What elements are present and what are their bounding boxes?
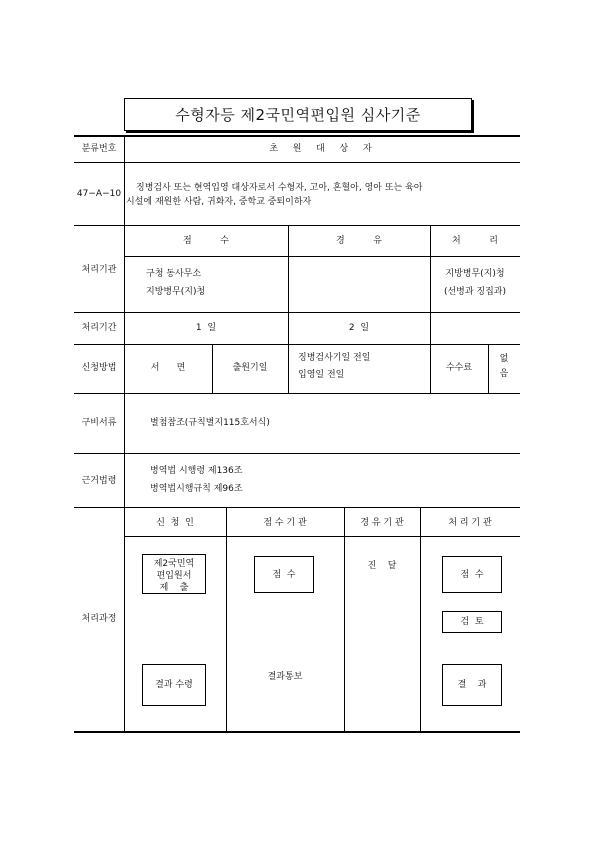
period-receive: 1 일 [195,323,217,333]
fee-value-line2: 음 [499,369,509,379]
target-description-line1: 징병검사 또는 현역입영 대상자로서 수형자, 고아, 혼혈아, 영아 또는 육아 [136,183,423,193]
target-header: 초 원 대 상 자 [269,144,375,154]
process-review-box: 검 토 [442,611,502,633]
flow-col-via: 경 유 기 관 [360,518,404,528]
applicant-result-box: 결과 수령 [142,664,206,706]
via-forward: 진 달 [367,561,397,571]
col-divider [344,507,345,731]
process-result-box: 결 과 [442,664,502,706]
col-divider [226,507,227,731]
row-divider [124,536,520,537]
flow-col-applicant: 신 청 인 [156,518,194,528]
documents-label: 구비서류 [81,418,117,428]
fee-label: 수수료 [445,363,473,373]
deadline-line1: 징병검사기일 전일 [298,353,371,363]
fee-value-line1: 없 [499,354,509,364]
row-divider [74,393,520,394]
row-divider [74,162,520,163]
receive-agency-line1: 구청 동사무소 [146,269,202,279]
row-divider [74,312,520,313]
method-type: 서 면 [150,363,186,373]
receive-box: 점 수 [254,556,314,593]
applicant-submit-line1: 제2국민역 [153,559,195,569]
legal-label: 근거법령 [81,476,117,486]
legal-line1: 병역법 시행령 제136조 [150,466,243,476]
method-label: 신청방법 [81,363,117,373]
receive-notice: 결과통보 [267,672,303,682]
applicant-submit-line3: 제 출 [159,583,189,593]
col-process-header: 처 리 [452,236,498,246]
col-divider [288,344,289,393]
flow-label: 처리과정 [81,614,117,624]
col-via-header: 경 유 [336,236,382,246]
review-criteria-table [74,135,520,733]
receive-agency-line2: 지방병무(지)청 [146,287,206,297]
row-divider [74,507,520,508]
row-divider [74,344,520,345]
applicant-submit-box [142,554,206,594]
process-receive-box: 점 수 [442,556,502,593]
row-divider [74,225,520,226]
legal-line2: 병역법시행규칙 제96조 [150,484,243,494]
applicant-submit-line2: 편입원서 [156,571,192,581]
category-code: 47−A−10 [76,189,122,199]
period-label: 처리기간 [81,323,117,333]
col-divider [124,137,125,731]
flow-col-process: 처 리 기 관 [448,518,492,528]
row-divider [124,256,520,257]
col-divider [420,507,421,731]
col-receive-header: 점 수 [183,236,229,246]
page-title: 수형자등 제2국민역편입원 심사기준 [124,98,472,131]
documents-value: 별첨참조(규칙별지115호서식) [150,418,270,428]
flow-col-receive: 점 수 기 관 [263,518,307,528]
process-agency-line2: (선병과 징집과) [443,287,507,297]
row-divider [74,453,520,454]
process-agency-line1: 지방병무(지)청 [445,269,505,279]
deadline-line2: 입영일 전일 [298,370,345,380]
target-description-line2: 시설에 재원한 사람, 귀화자, 중학교 중퇴이하자 [126,197,312,207]
period-via: 2 일 [348,323,370,333]
deadline-label: 출원기일 [232,363,268,373]
agency-label: 처리기관 [81,265,117,275]
category-label: 분류번호 [81,144,117,154]
